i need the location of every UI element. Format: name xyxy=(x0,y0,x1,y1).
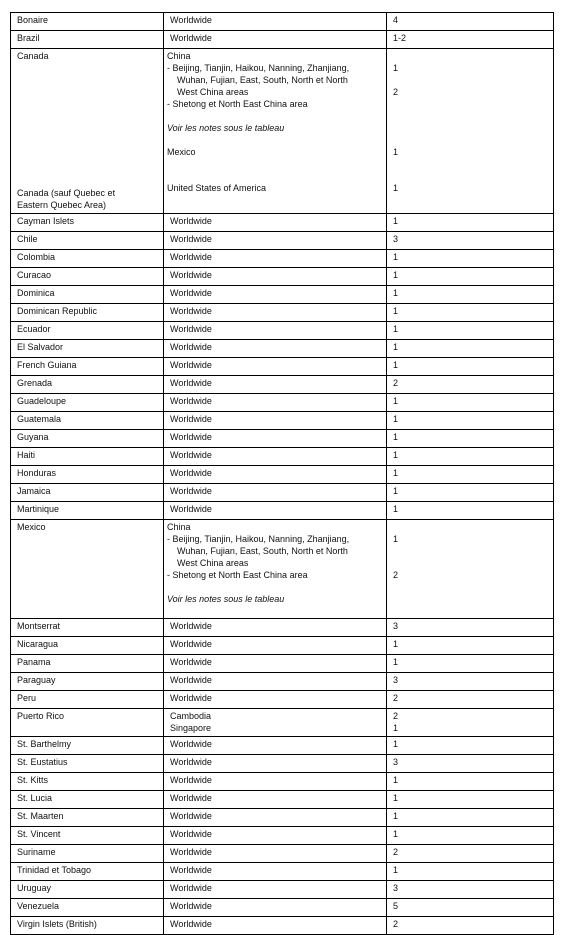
value: 1 xyxy=(393,63,399,73)
table-row xyxy=(11,899,554,917)
table-row xyxy=(11,691,554,709)
table-row xyxy=(11,466,554,484)
value-cell: 5 xyxy=(387,899,554,917)
value-cell xyxy=(387,520,554,619)
destination-cell: Worldwide xyxy=(164,619,387,637)
destination-cell: Worldwide xyxy=(164,673,387,691)
country-cell: Chile xyxy=(11,232,164,250)
destination-cell: Worldwide xyxy=(164,304,387,322)
destination-cell xyxy=(164,709,387,737)
value-cell: 4 xyxy=(387,13,554,31)
table-row xyxy=(11,358,554,376)
country-cell: French Guiana xyxy=(11,358,164,376)
table-row xyxy=(11,340,554,358)
destination-subitem-cont: Wuhan, Fujian, East, South, North et North xyxy=(177,75,348,85)
table-row xyxy=(11,863,554,881)
value-cell: 1-2 xyxy=(387,31,554,49)
value-cell: 1 xyxy=(387,466,554,484)
country-cell: El Salvador xyxy=(11,340,164,358)
country-cell: Peru xyxy=(11,691,164,709)
table-row xyxy=(11,637,554,655)
country-cell: Guadeloupe xyxy=(11,394,164,412)
destination-label: Mexico xyxy=(167,147,196,157)
country-table xyxy=(10,12,554,935)
country-cell: Panama xyxy=(11,655,164,673)
destination-cell: Worldwide xyxy=(164,755,387,773)
country-cell: Ecuador xyxy=(11,322,164,340)
country-cell: Brazil xyxy=(11,31,164,49)
destination-cell: Worldwide xyxy=(164,737,387,755)
table-row xyxy=(11,412,554,430)
table-row xyxy=(11,286,554,304)
value: 1 xyxy=(393,183,399,193)
country-cell: Colombia xyxy=(11,250,164,268)
country-cell: Dominica xyxy=(11,286,164,304)
table-row xyxy=(11,881,554,899)
destination-cell xyxy=(164,520,387,619)
table-row xyxy=(11,394,554,412)
destination-cell xyxy=(164,49,387,214)
value-cell xyxy=(387,49,554,214)
destination-label: China xyxy=(167,51,191,61)
table-row xyxy=(11,322,554,340)
value-cell: 3 xyxy=(387,881,554,899)
country-cell: St. Barthelmy xyxy=(11,737,164,755)
destination-cell: Worldwide xyxy=(164,448,387,466)
value-cell: 1 xyxy=(387,394,554,412)
destination-cell: Worldwide xyxy=(164,286,387,304)
value-cell: 2 xyxy=(387,917,554,935)
destination-cell: Worldwide xyxy=(164,863,387,881)
country-cell: Guatemala xyxy=(11,412,164,430)
value-cell: 1 xyxy=(387,304,554,322)
destination-cell: Worldwide xyxy=(164,881,387,899)
value: 1 xyxy=(393,723,399,733)
destination-cell: Worldwide xyxy=(164,430,387,448)
destination-cell: Worldwide xyxy=(164,340,387,358)
country-cell: Grenada xyxy=(11,376,164,394)
country-cell: Jamaica xyxy=(11,484,164,502)
table-row xyxy=(11,214,554,232)
table-row xyxy=(11,448,554,466)
destination-cell: Worldwide xyxy=(164,827,387,845)
value-cell: 3 xyxy=(387,673,554,691)
destination-cell: Worldwide xyxy=(164,845,387,863)
value-cell: 1 xyxy=(387,448,554,466)
country-cell: Paraguay xyxy=(11,673,164,691)
value-cell: 3 xyxy=(387,232,554,250)
value-cell xyxy=(387,709,554,737)
country-cell: Montserrat xyxy=(11,619,164,637)
value: 1 xyxy=(393,147,399,157)
destination-cell: Worldwide xyxy=(164,376,387,394)
country-cell: Martinique xyxy=(11,502,164,520)
country-cell: Suriname xyxy=(11,845,164,863)
table-row xyxy=(11,250,554,268)
value-cell: 1 xyxy=(387,430,554,448)
country-cell: Nicaragua xyxy=(11,637,164,655)
country-cell: St. Eustatius xyxy=(11,755,164,773)
note-text: Voir les notes sous le tableau xyxy=(167,594,285,604)
value-cell: 1 xyxy=(387,737,554,755)
destination-subitem: - Beijing, Tianjin, Haikou, Nanning, Zhanjiang, xyxy=(167,63,350,73)
table-row xyxy=(11,376,554,394)
value-cell: 2 xyxy=(387,845,554,863)
destination-cell: Worldwide xyxy=(164,484,387,502)
destination-cell: Worldwide xyxy=(164,412,387,430)
destination-cell: Worldwide xyxy=(164,394,387,412)
table-row xyxy=(11,845,554,863)
table-row xyxy=(11,31,554,49)
value-cell: 1 xyxy=(387,809,554,827)
destination-cell: Worldwide xyxy=(164,214,387,232)
country-cell: Honduras xyxy=(11,466,164,484)
value-cell: 1 xyxy=(387,827,554,845)
table-row xyxy=(11,268,554,286)
country-cell: St. Lucia xyxy=(11,791,164,809)
destination-cell: Worldwide xyxy=(164,899,387,917)
table-row xyxy=(11,737,554,755)
table-row xyxy=(11,13,554,31)
destination-cell: Worldwide xyxy=(164,917,387,935)
value: 2 xyxy=(393,87,399,97)
destination-label: Cambodia xyxy=(170,711,212,721)
table-row-puerto-rico xyxy=(11,709,554,737)
destination-subitem-cont: Wuhan, Fujian, East, South, North et North xyxy=(177,546,348,556)
table-row xyxy=(11,502,554,520)
destination-subitem-cont: West China areas xyxy=(177,558,249,568)
destination-cell: Worldwide xyxy=(164,791,387,809)
value: 1 xyxy=(393,534,399,544)
table-row xyxy=(11,791,554,809)
table-row xyxy=(11,917,554,935)
destination-cell: Worldwide xyxy=(164,655,387,673)
destination-label: China xyxy=(167,522,191,532)
table-row xyxy=(11,430,554,448)
value-cell: 1 xyxy=(387,863,554,881)
value: 2 xyxy=(393,570,399,580)
destination-cell: Worldwide xyxy=(164,637,387,655)
value-cell: 1 xyxy=(387,791,554,809)
country-cell: Puerto Rico xyxy=(11,709,164,737)
table-row xyxy=(11,755,554,773)
table-row xyxy=(11,484,554,502)
country-cell: Bonaire xyxy=(11,13,164,31)
country-cell: Virgin Islets (British) xyxy=(11,917,164,935)
value-cell: 1 xyxy=(387,502,554,520)
table-row xyxy=(11,673,554,691)
country-cell: St. Kitts xyxy=(11,773,164,791)
table-row xyxy=(11,655,554,673)
value-cell: 1 xyxy=(387,286,554,304)
destination-cell: Worldwide xyxy=(164,250,387,268)
country-cell: Cayman Islets xyxy=(11,214,164,232)
value-cell: 1 xyxy=(387,340,554,358)
country-cell: St. Vincent xyxy=(11,827,164,845)
value-cell: 1 xyxy=(387,268,554,286)
value: 2 xyxy=(393,711,399,721)
country-cell: Trinidad et Tobago xyxy=(11,863,164,881)
destination-cell: Worldwide xyxy=(164,268,387,286)
destination-cell: Worldwide xyxy=(164,322,387,340)
country-cell: Curacao xyxy=(11,268,164,286)
value-cell: 1 xyxy=(387,637,554,655)
country-cell: Dominican Republic xyxy=(11,304,164,322)
value-cell: 3 xyxy=(387,755,554,773)
country-cell: Guyana xyxy=(11,430,164,448)
destination-cell: Worldwide xyxy=(164,13,387,31)
value-cell: 1 xyxy=(387,773,554,791)
table-row xyxy=(11,827,554,845)
value-cell: 2 xyxy=(387,691,554,709)
country-label-secondary: Canada (sauf Quebec et Eastern Quebec Area) xyxy=(17,188,116,210)
country-cell: Mexico xyxy=(11,520,164,619)
destination-cell: Worldwide xyxy=(164,31,387,49)
value-cell: 2 xyxy=(387,376,554,394)
destination-cell: Worldwide xyxy=(164,502,387,520)
destination-cell: Worldwide xyxy=(164,466,387,484)
value-cell: 1 xyxy=(387,358,554,376)
country-cell: Haiti xyxy=(11,448,164,466)
table-row-mexico xyxy=(11,520,554,619)
destination-cell: Worldwide xyxy=(164,691,387,709)
value-cell: 1 xyxy=(387,214,554,232)
country-label: Canada xyxy=(17,51,49,61)
table-row xyxy=(11,232,554,250)
destination-cell: Worldwide xyxy=(164,232,387,250)
value-cell: 3 xyxy=(387,619,554,637)
destination-label: United States of America xyxy=(167,183,267,193)
destination-subitem-cont: West China areas xyxy=(177,87,249,97)
destination-subitem: - Shetong et North East China area xyxy=(167,99,308,109)
destination-label: Singapore xyxy=(170,723,212,733)
destination-subitem: - Beijing, Tianjin, Haikou, Nanning, Zhanjiang, xyxy=(167,534,350,544)
destination-cell: Worldwide xyxy=(164,809,387,827)
value-cell: 1 xyxy=(387,250,554,268)
table-row-canada xyxy=(11,49,554,214)
destination-cell: Worldwide xyxy=(164,773,387,791)
country-cell xyxy=(11,49,164,214)
country-cell: Venezuela xyxy=(11,899,164,917)
value-cell: 1 xyxy=(387,412,554,430)
value-cell: 1 xyxy=(387,484,554,502)
country-cell: Uruguay xyxy=(11,881,164,899)
value-cell: 1 xyxy=(387,322,554,340)
country-cell: St. Maarten xyxy=(11,809,164,827)
value-cell: 1 xyxy=(387,655,554,673)
destination-subitem: - Shetong et North East China area xyxy=(167,570,308,580)
table-row xyxy=(11,809,554,827)
note-text: Voir les notes sous le tableau xyxy=(167,123,285,133)
table-row xyxy=(11,619,554,637)
table-row xyxy=(11,304,554,322)
destination-cell: Worldwide xyxy=(164,358,387,376)
table-row xyxy=(11,773,554,791)
